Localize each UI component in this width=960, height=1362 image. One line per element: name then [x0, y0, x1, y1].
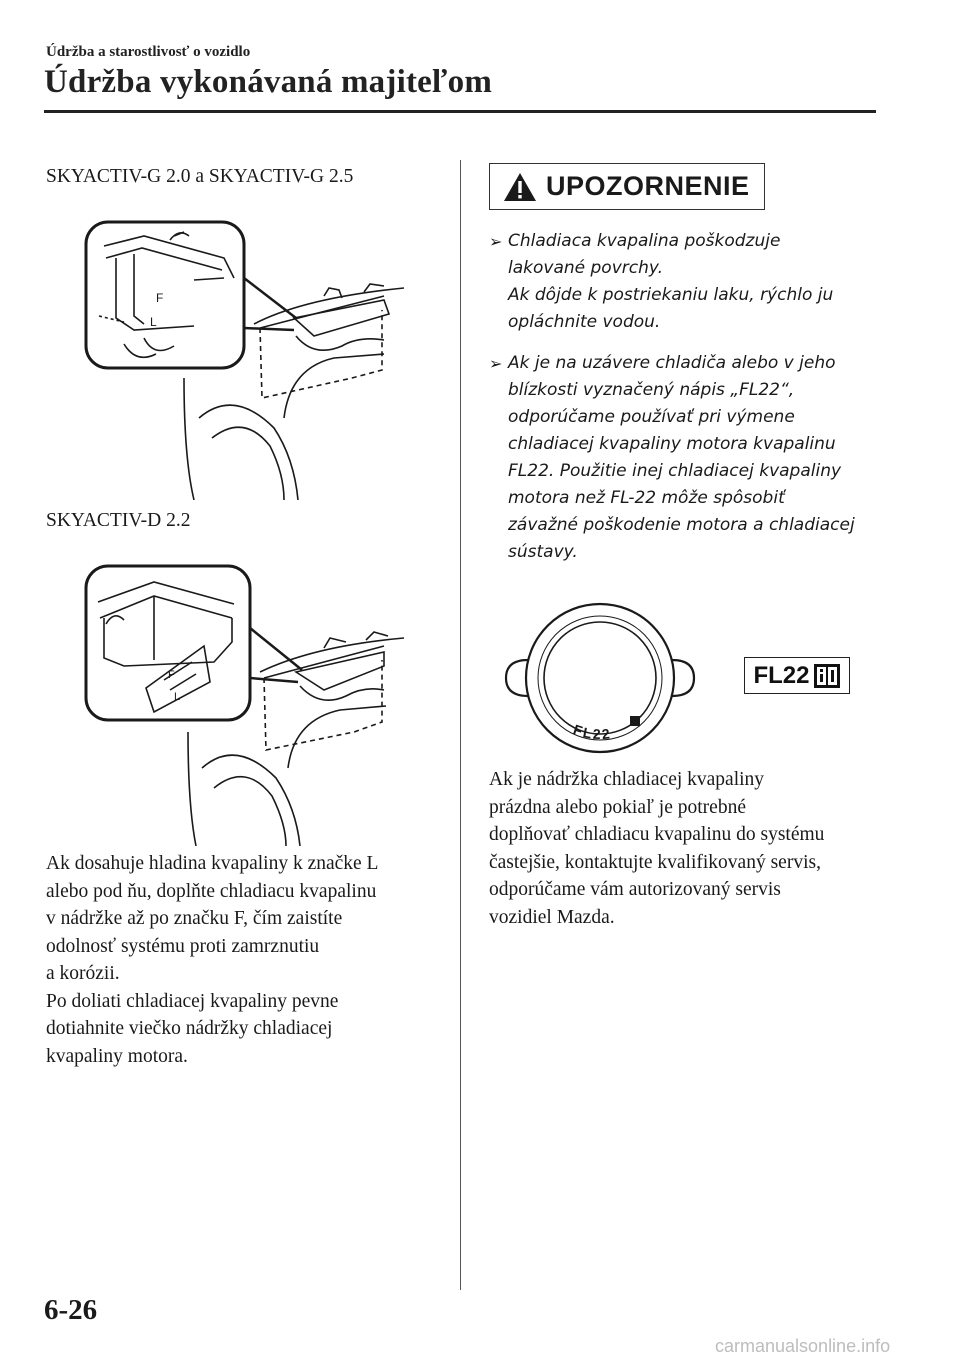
- mark-f-diesel: F: [168, 669, 175, 681]
- left-paragraph-line: odolnosť systému proti zamrznutiu: [46, 935, 320, 957]
- left-paragraph-line: Ak dosahuje hladina kvapaliny k značke L: [46, 853, 379, 874]
- warning-line: odporúčame používať pri výmene: [508, 407, 795, 427]
- right-paragraph-line: odporúčame vám autorizovaný servis: [489, 879, 781, 900]
- left-paragraph-line: Po doliati chladiacej kvapaliny pevne: [46, 990, 339, 1012]
- fl22-badge: [744, 657, 850, 694]
- cap-book-icon: [630, 716, 640, 726]
- watermark: carmanualsonline.info: [715, 1336, 891, 1356]
- coolant-reservoir-figure-gasoline: [84, 218, 404, 500]
- mark-l: L: [150, 315, 157, 329]
- breadcrumb: Údržba a starostlivosť o vozidlo: [46, 44, 251, 60]
- right-paragraph-line: vozidiel Mazda.: [489, 906, 615, 928]
- mark-l-diesel: L: [174, 691, 181, 703]
- manual-book-icon: [813, 663, 841, 689]
- left-paragraph: [46, 850, 446, 1070]
- section-heading-diesel: SKYACTIV-D 2.2: [46, 510, 191, 531]
- section-heading-gasoline: SKYACTIV-G 2.0 a SKYACTIV-G 2.5: [46, 166, 354, 187]
- warning-line: blízkosti vyznačený nápis „FL22“,: [508, 380, 795, 400]
- right-paragraph: [489, 766, 884, 931]
- mark-f: F: [156, 291, 164, 305]
- column-divider: [460, 160, 461, 1290]
- coolant-reservoir-figure-diesel: [84, 562, 404, 846]
- bullet-arrow-icon: ➢: [489, 354, 503, 373]
- warning-line: chladiacej kvapaliny motora kvapalinu: [508, 434, 836, 454]
- cap-fl22-label: FL22: [571, 721, 613, 743]
- warning-list: [489, 228, 879, 580]
- right-paragraph-line: doplňovať chladiacu kvapalinu do systému: [489, 824, 825, 845]
- warning-line: lakované povrchy.: [508, 258, 664, 278]
- header-rule: [44, 110, 876, 113]
- right-paragraph-line: Ak je nádržka chladiacej kvapaliny: [489, 769, 765, 790]
- page-title: Údržba vykonávaná majiteľom: [44, 64, 493, 100]
- warning-item: [489, 350, 879, 566]
- left-paragraph-line: alebo pod ňu, doplňte chladiacu kvapalinu: [46, 880, 377, 902]
- warning-line: závažné poškodenie motora a chladiacej: [508, 515, 855, 535]
- warning-line: Ak je na uzávere chladiča alebo v jeho: [508, 353, 836, 373]
- right-paragraph-line: prázdna alebo pokiaľ je potrebné: [489, 796, 746, 818]
- radiator-cap-figure: [500, 600, 700, 765]
- page-number: 6-26: [44, 1294, 98, 1326]
- bullet-arrow-icon: ➢: [489, 232, 503, 251]
- warning-triangle-icon: [502, 171, 538, 203]
- left-paragraph-line: dotiahnite viečko nádržky chladiacej: [46, 1018, 333, 1039]
- warning-item: [489, 228, 879, 336]
- warning-line: Chladiaca kvapalina poškodzuje: [508, 231, 781, 251]
- warning-line: FL22. Použitie inej chladiacej kvapaliny: [508, 461, 842, 481]
- fl22-badge-label: FL22: [753, 661, 810, 689]
- warning-line: motora než FL-22 môže spôsobiť: [508, 488, 785, 508]
- warning-label: UPOZORNENIE: [546, 171, 750, 201]
- left-paragraph-line: a korózii.: [46, 963, 120, 984]
- warning-line: Ak dôjde k postriekaniu laku, rýchlo ju: [508, 285, 834, 305]
- left-paragraph-line: v nádržke až po značku F, čím zaistíte: [46, 908, 343, 929]
- right-paragraph-line: častejšie, kontaktujte kvalifikovaný servis,: [489, 851, 821, 873]
- left-paragraph-line: kvapaliny motora.: [46, 1045, 188, 1067]
- warning-line: sústavy.: [508, 542, 578, 562]
- warning-header: [489, 163, 765, 210]
- warning-line: opláchnite vodou.: [508, 312, 661, 332]
